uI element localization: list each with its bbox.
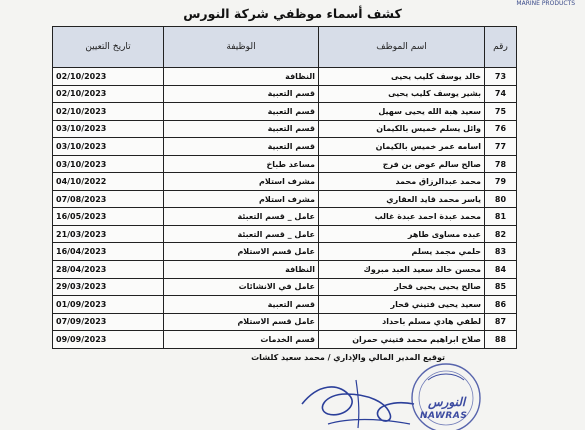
stamp-arabic-text: النورس (428, 395, 466, 409)
cell-num: 74 (485, 85, 517, 103)
cell-job: مشرف استلام (164, 173, 319, 191)
cell-date: 07/09/2023 (53, 313, 164, 331)
table-row (53, 313, 517, 331)
stamp-latin-text: NAWRAS (420, 411, 468, 421)
cell-date: 01/09/2023 (53, 296, 164, 314)
cell-name: صالح يحيى يحيى قحار (319, 278, 485, 296)
cell-date: 16/04/2023 (53, 243, 164, 261)
cell-name: ياسر محمد قايد العقاري (319, 190, 485, 208)
col-header-num: رقم (485, 27, 517, 68)
col-header-name: اسم الموظف (319, 27, 485, 68)
table-row (53, 173, 517, 191)
employee-table (52, 26, 517, 349)
cell-job: قسم التعبية (164, 103, 319, 121)
cell-date: 02/10/2023 (53, 85, 164, 103)
cell-name: صلاح ابراهيم محمد فتيني حمران (319, 331, 485, 349)
cell-date: 02/10/2023 (53, 68, 164, 86)
cell-date: 03/10/2023 (53, 155, 164, 173)
cell-num: 77 (485, 138, 517, 156)
cell-num: 83 (485, 243, 517, 261)
cell-date: 04/10/2022 (53, 173, 164, 191)
table-row (53, 208, 517, 226)
cell-date: 21/03/2023 (53, 225, 164, 243)
cell-name: محمد عبدالرزاق محمد (319, 173, 485, 191)
cell-job: عامل _ قسم التعبئة (164, 208, 319, 226)
cell-name: اسامه عمر خميس بالكيمان (319, 138, 485, 156)
cell-name: محمد عبدة احمد عبدة غالب (319, 208, 485, 226)
cell-name: سعيد يحيى فتيني قحار (319, 296, 485, 314)
cell-job: عامل _ قسم التعبئة (164, 225, 319, 243)
table-header-row (53, 27, 517, 68)
cell-num: 87 (485, 313, 517, 331)
cell-name: خالد يوسف كليب يحيى (319, 68, 485, 86)
table-row (53, 190, 517, 208)
cell-name: صالح سالم عوض بن فرج (319, 155, 485, 173)
cell-num: 84 (485, 261, 517, 279)
cell-job: عامل قسم الاستلام (164, 243, 319, 261)
cell-job: النظافة (164, 261, 319, 279)
cell-name: بشير يوسف كليب يحيى (319, 85, 485, 103)
cell-date: 29/03/2023 (53, 278, 164, 296)
cell-date: 03/10/2023 (53, 120, 164, 138)
cell-date: 16/05/2023 (53, 208, 164, 226)
cell-job: عامل في الانشائات (164, 278, 319, 296)
signature-line: توقيع المدير المالي والإداري / محمد سعيد كلشات (251, 353, 445, 362)
cell-job: النظافة (164, 68, 319, 86)
cell-date: 02/10/2023 (53, 103, 164, 121)
table-row (53, 261, 517, 279)
table-body (53, 68, 517, 349)
cell-date: 03/10/2023 (53, 138, 164, 156)
cell-num: 81 (485, 208, 517, 226)
table-row (53, 331, 517, 349)
cell-name: حلمي مجمد يسلم (319, 243, 485, 261)
cell-job: قسم التعبية (164, 120, 319, 138)
cell-job: عامل قسم الاستلام (164, 313, 319, 331)
cell-job: قسم التعبية (164, 296, 319, 314)
table-row (53, 296, 517, 314)
logo-caption: MARINE PRODUCTS (516, 0, 575, 7)
cell-job: قسم التعبية (164, 85, 319, 103)
cell-date: 07/08/2023 (53, 190, 164, 208)
table-row (53, 243, 517, 261)
table-row (53, 155, 517, 173)
table-row (53, 138, 517, 156)
table-row (53, 85, 517, 103)
cell-num: 86 (485, 296, 517, 314)
col-header-date: تاريخ التعيين (53, 27, 164, 68)
cell-name: محسن خالد سعيد العبد مبروك (319, 261, 485, 279)
cell-date: 09/09/2023 (53, 331, 164, 349)
cell-num: 75 (485, 103, 517, 121)
cell-job: قسم الخدمات (164, 331, 319, 349)
col-header-job: الوظيفة (164, 27, 319, 68)
cell-name: لطفي هادي مسلم باحداد (319, 313, 485, 331)
cell-num: 82 (485, 225, 517, 243)
cell-num: 73 (485, 68, 517, 86)
page-title: كشف أسماء موظفي شركة النورس (183, 6, 402, 21)
table-row (53, 120, 517, 138)
table-row (53, 103, 517, 121)
cell-job: قسم التعبية (164, 138, 319, 156)
cell-num: 85 (485, 278, 517, 296)
cell-job: مساعد طباخ (164, 155, 319, 173)
cell-num: 78 (485, 155, 517, 173)
table-row (53, 278, 517, 296)
cell-name: وائل يسلم خميس بالكيمان (319, 120, 485, 138)
cell-job: مشرف استلام (164, 190, 319, 208)
cell-name: عبده مساوى طاهر (319, 225, 485, 243)
cell-num: 88 (485, 331, 517, 349)
cell-name: سعيد هبة الله يحيى سهيل (319, 103, 485, 121)
cell-num: 76 (485, 120, 517, 138)
cell-num: 80 (485, 190, 517, 208)
table-row (53, 225, 517, 243)
cell-date: 28/04/2023 (53, 261, 164, 279)
table-row (53, 68, 517, 86)
cell-num: 79 (485, 173, 517, 191)
